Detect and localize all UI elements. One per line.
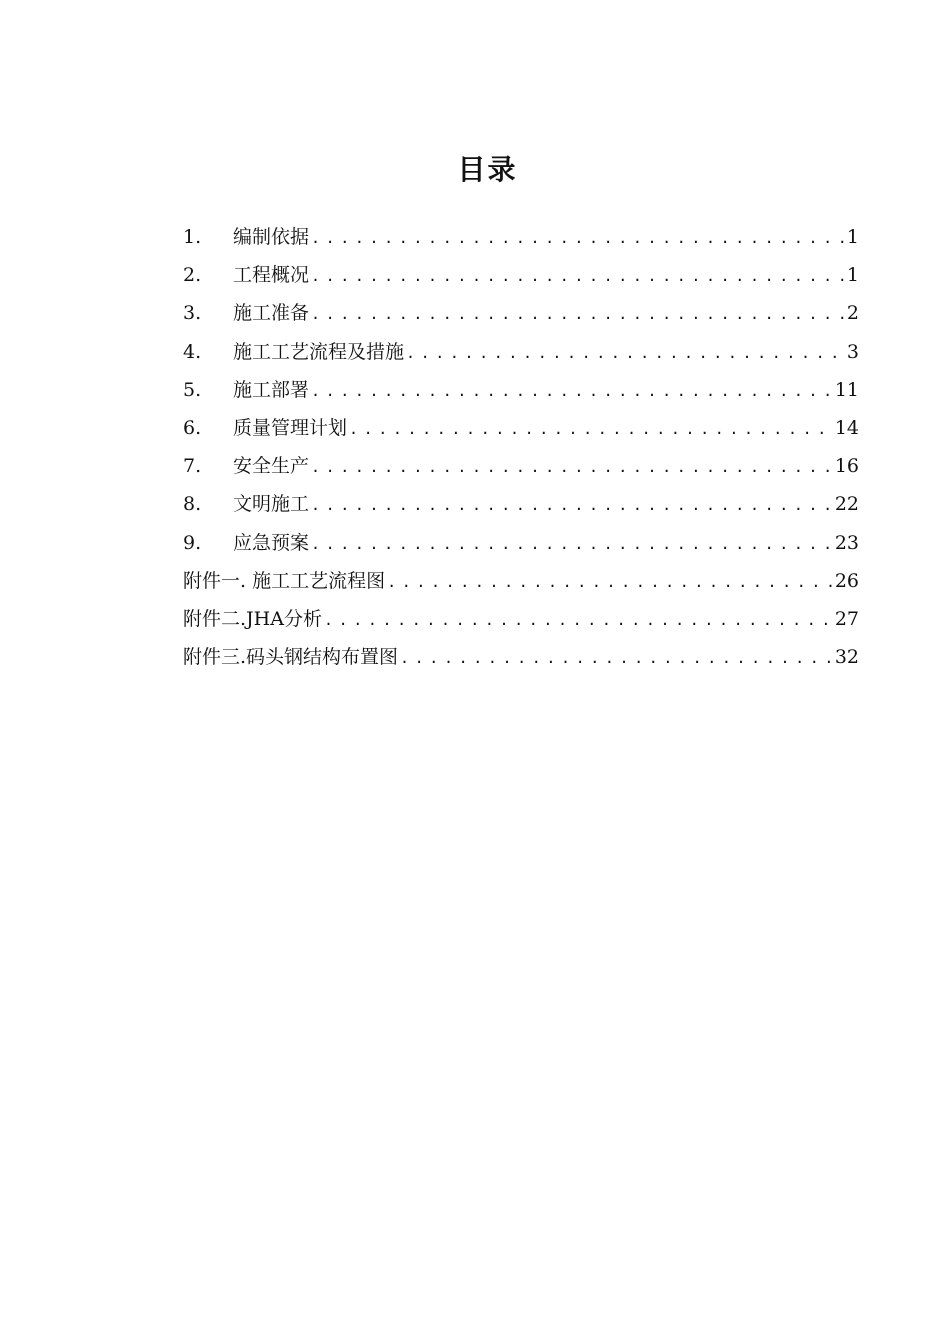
toc-entry-page: 11 [834,378,859,401]
toc-entry-page: 27 [834,607,859,630]
toc-entry-title: 附件二.JHA分析 [183,607,322,630]
toc-entry-title: 文明施工 [233,493,310,516]
toc-entry-title: 施工工艺流程及措施 [233,340,405,363]
toc-entry-title: 附件三.码头钢结构布置图 [183,646,399,669]
toc-dot-leader [398,639,833,677]
toc-entry[interactable] [183,600,859,638]
toc-entry-title: 工程概况 [233,264,310,287]
toc-entry[interactable] [183,333,859,371]
toc-entry[interactable] [183,485,859,523]
toc-entry-number: 9. [183,531,202,554]
toc-entry-number: 5. [183,378,202,401]
toc-entry-page: 32 [834,646,859,669]
toc-entry-title: 编制依据 [233,226,310,248]
toc-dot-leader [309,219,845,257]
toc-entry-page: 26 [834,569,859,592]
toc-dot-leader [309,295,845,333]
toc-dot-leader [347,410,833,448]
toc-entry-page: 23 [834,531,859,554]
toc-entry-number: 6. [183,416,202,439]
toc-entry-page: 14 [834,416,859,439]
toc-entry[interactable] [183,524,859,562]
toc-dot-leader [322,601,833,639]
toc-dot-leader [404,334,845,372]
toc-entry-number: 3. [183,302,202,325]
toc-entry-title: 施工准备 [233,302,310,325]
toc-dot-leader [309,448,833,486]
toc-title: 目录 [457,153,518,186]
toc-entry-title: 附件一. 施工工艺流程图 [183,569,386,592]
toc-entry-number: 1. [183,226,202,248]
toc-entry[interactable] [183,371,859,409]
toc-entry-page: 16 [834,455,859,478]
toc-entry-number: 8. [183,493,202,516]
toc-entry[interactable] [183,638,859,676]
toc-entry-number: 4. [183,340,202,363]
toc-entry-number: 2. [183,264,202,287]
toc-entry[interactable] [183,256,859,294]
toc-entry[interactable] [183,562,859,600]
toc-entry-title: 质量管理计划 [233,416,348,439]
toc-entry[interactable] [183,294,859,332]
toc-entry-page: 1 [846,264,859,287]
table-of-contents [183,218,859,676]
toc-entry-title: 施工部署 [233,378,310,401]
toc-entry-page: 2 [846,302,859,325]
toc-dot-leader [385,563,833,601]
toc-entry-page: 22 [834,493,859,516]
toc-dot-leader [309,372,833,410]
toc-entry-title: 安全生产 [233,455,310,478]
toc-entry-number: 7. [183,455,202,478]
toc-entry-page: 3 [846,340,859,363]
toc-dot-leader [309,525,833,563]
toc-dot-leader [309,257,845,295]
toc-entry-title: 应急预案 [233,531,310,554]
toc-entry[interactable] [183,409,859,447]
toc-entry[interactable] [183,218,859,256]
toc-entry[interactable] [183,447,859,485]
toc-entry-page: 1 [846,226,859,248]
toc-dot-leader [309,486,833,524]
